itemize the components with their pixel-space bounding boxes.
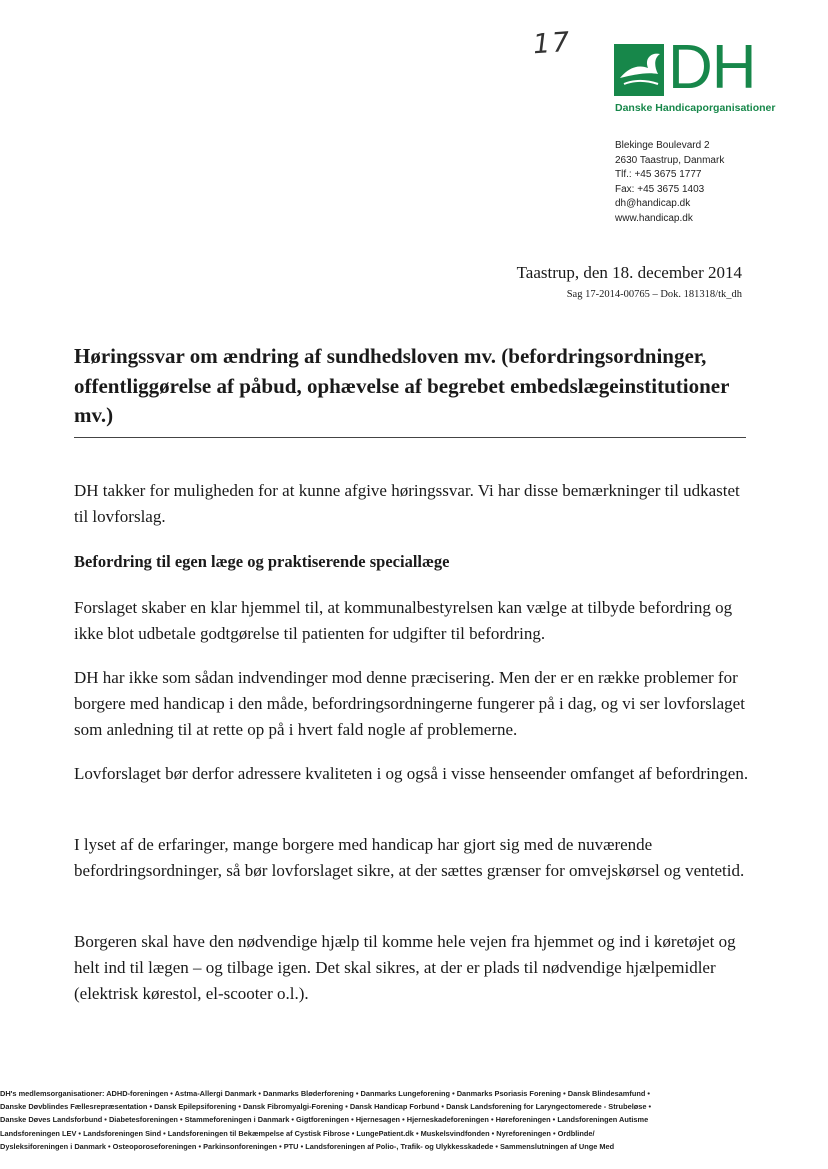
address-fax: Fax: +45 3675 1403 xyxy=(615,183,705,195)
paragraph-3: DH har ikke som sådan indvendinger mod denne præcisering. Men der er en række problemer for borgere med handicap i den måde, befordringsordningerne fungerer på i dag, og vi ser lovforslaget som anledning til at rette op på i hvert fald nogle af problemerne. xyxy=(74,668,745,739)
footer-line: Danske Døvblindes Fællesrepræsentation • Dansk Epilepsiforening • Dansk Fibromyalgi-Forening • Dansk Handicap Forbund • Dansk Landsforening for Laryngectomerede - Strubeløse • xyxy=(0,1102,652,1112)
section-heading: Befordring til egen læge og praktiserende speciallæge xyxy=(74,552,450,571)
bird-logo-icon xyxy=(614,44,664,96)
letter-date: Taastrup, den 18. december 2014 xyxy=(516,263,742,282)
footer-line: Landsforeningen LEV • Landsforeningen Sind • Landsforeningen til Bekæmpelse af Cystisk Fibrose • LungePatient.dk • Muskelsvindfonden • Nyreforeningen • Ordblinde/ xyxy=(0,1128,595,1138)
sender-address xyxy=(615,139,724,227)
paragraph-intro: DH takker for muligheden for at kunne afgive høringssvar. Vi har disse bemærkninger til udkastet til lovforslag. xyxy=(74,481,740,526)
footer-line: DH's medlemsorganisationer: ADHD-foreningen • Astma-Allergi Danmark • Danmarks Bløderforening • Danmarks Lungeforening • Danmarks Psoriasis Forening • Dansk Blindesamfund • xyxy=(0,1089,651,1098)
footer-line: Danske Døves Landsforbund • Diabetesforeningen • Stammeforeningen i Danmark • Gigtforeningen • Hjernesagen • Hjerneskadeforeningen • Høreforeningen • Landsforeningen Autisme xyxy=(0,1115,649,1125)
title-divider xyxy=(74,437,746,438)
logo-wordmark: DH xyxy=(668,33,756,102)
address-city: 2630 Taastrup, Danmark xyxy=(615,154,725,166)
paragraph-5: I lyset af de erfaringer, mange borgere med handicap har gjort sig med de nuværende befordringsordninger, så bør lovforslaget sikre, at der sættes grænser for omvejskørsel og ventetid. xyxy=(74,835,745,880)
address-phone: Tlf.: +45 3675 1777 xyxy=(615,169,702,181)
address-email: dh@handicap.dk xyxy=(615,198,691,210)
logo-subtitle: Danske Handicaporganisationer xyxy=(615,102,776,114)
document-title: Høringssvar om ændring af sundhedsloven mv. (befordringsordninger, offentliggørelse af påbud, ophævelse af begrebet embedslægeinstitutioner mv.) xyxy=(74,344,730,427)
case-reference: Sag 17-2014-00765 – Dok. 181318/tk_dh xyxy=(566,289,742,300)
paragraph-4: Lovforslaget bør derfor adressere kvaliteten i og også i visse henseender omfanget af befordringen. xyxy=(74,764,749,783)
member-organisations-footer xyxy=(0,1087,795,1153)
paragraph-6: Borgeren skal have den nødvendige hjælp til komme hele vejen fra hjemmet og ind i køretøjet og helt ind til lægen – og tilbage igen. Det skal sikres, at der er plads til nødvendige hjælpemidler (elektrisk kørestol, el-scooter o.l.). xyxy=(74,932,736,1003)
dh-logo xyxy=(614,33,780,116)
footer-line: Dysleksiforeningen i Danmark • Osteoporoseforeningen • Parkinsonforeningen • PTU • Landsforeningen af Polio-, Trafik- og Ulykkesskadede • Sammenslutningen af Unge Med xyxy=(0,1141,615,1151)
address-street: Blekinge Boulevard 2 xyxy=(615,140,710,151)
handwritten-page-number: 17 xyxy=(531,26,573,61)
paragraph-2: Forslaget skaber en klar hjemmel til, at kommunalbestyrelsen kan vælge at tilbyde befordring og ikke blot udbetale godtgørelse til patienten for udgifter til befordring. xyxy=(74,598,733,643)
address-web: www.handicap.dk xyxy=(615,212,693,224)
